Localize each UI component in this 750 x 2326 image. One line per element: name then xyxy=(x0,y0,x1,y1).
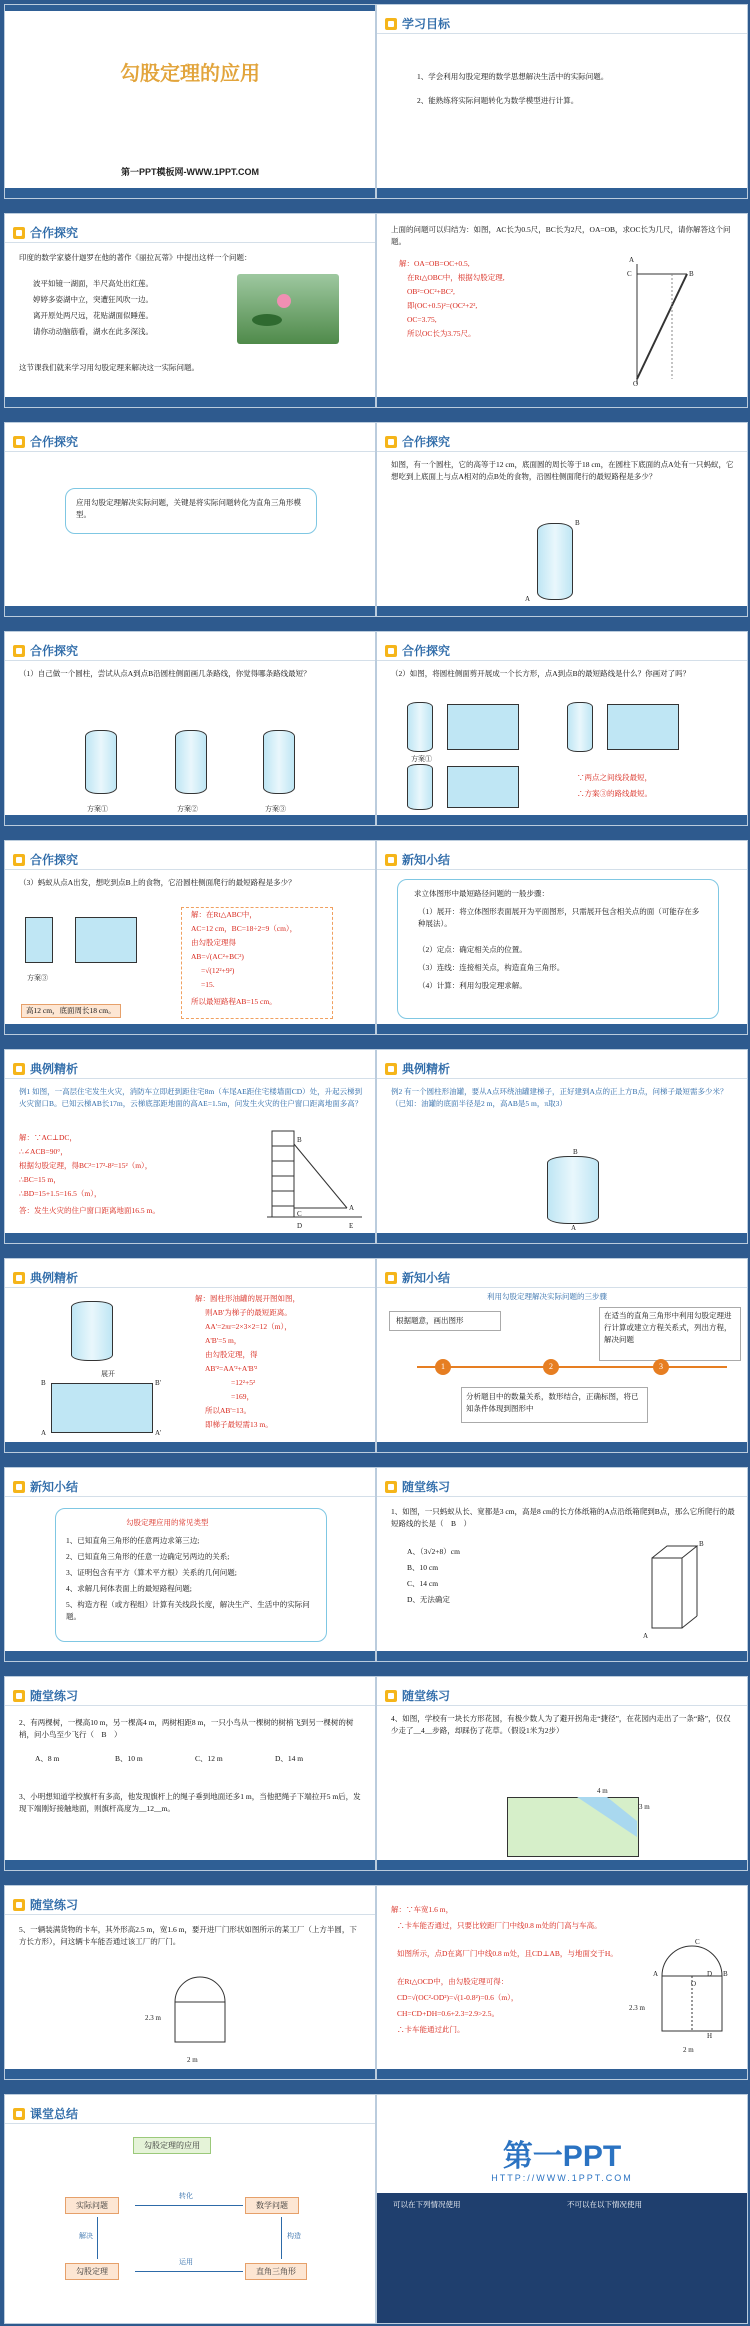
slide-header: 新知小结 xyxy=(402,853,451,867)
header-icon xyxy=(385,645,397,657)
option: C、14 cm xyxy=(407,1579,439,1588)
diagram-label: C xyxy=(695,1938,700,1946)
step-box xyxy=(461,1387,648,1423)
summary-box xyxy=(397,879,719,1019)
node-theorem: 勾股定理 xyxy=(65,2261,119,2280)
slide-explore-6 xyxy=(376,631,748,826)
solution-line: AB=√(AC²+BC²) xyxy=(191,952,244,961)
poem-line: 波平如镜一湖面，半尺高处出红莲。 xyxy=(33,279,153,288)
slide-lesson-summary xyxy=(4,2094,376,2324)
cylinder xyxy=(175,730,207,794)
tank-cylinder xyxy=(547,1156,599,1224)
solution-line: OB²=OC²+BC², xyxy=(407,287,455,296)
box-diagram xyxy=(647,1538,707,1638)
solution-line: OC=3.75, xyxy=(407,315,437,324)
problem-text: （3）蚂蚁从点A出发，想吃到点B上的食物，它沿圆柱侧面爬行的最短路程是多少？ xyxy=(19,878,296,887)
type-item: 5、构造方程（或方程组）计算有关线段长度，解决生产、生活中的实际问题。 xyxy=(66,1600,310,1621)
arrow-label: 运用 xyxy=(179,2258,193,2266)
problem-text: 如图，有一个圆柱，它的高等于12 cm，底面圆的周长等于18 cm，在圆柱下底面的点A处有一只蚂蚁，它想吃到上底面上与点A相对的点B处的食物，沿圆柱侧面爬行的最短路程是多少？ xyxy=(391,460,734,481)
diagram-label: 3 m xyxy=(639,1803,650,1811)
diagram-label: D xyxy=(707,1970,713,1978)
step-number: 3 xyxy=(653,1359,669,1375)
solution-line: ∴BC=15 m， xyxy=(19,1175,61,1184)
tank-cylinder xyxy=(71,1301,113,1361)
solution-line: 即(OC+0.5)²=(OC²+2², xyxy=(407,301,478,310)
objective-1: 1、学会利用勾股定理的数学思想解决生活中的实际问题。 xyxy=(417,72,609,81)
question-text: 1、如图，一只蚂蚁从长、宽都是3 cm，高是8 cm的长方体纸箱的A点沿纸箱爬到B点，那么它所爬行的最短路线的长是（ B ） xyxy=(391,1507,735,1528)
slide-ad xyxy=(376,2094,748,2324)
diagram-label: B xyxy=(723,1970,728,1978)
gate-diagram xyxy=(647,1936,737,2046)
slide-summary-1 xyxy=(376,840,748,1035)
solution-line: 解：圆柱形油罐的展开图如图， xyxy=(195,1294,300,1303)
header-icon xyxy=(13,2108,25,2120)
diagram-label: A xyxy=(349,1204,355,1212)
slide-header: 典例精析 xyxy=(402,1062,451,1076)
solution-line: =15. xyxy=(201,980,215,989)
unfold-label: 展开 xyxy=(101,1370,115,1378)
summary-item: 求立体图形中最短路径问题的一般步骤： xyxy=(414,889,549,898)
outro-text: 这节课我们就来学习用勾股定理来解决这一实际问题。 xyxy=(19,363,199,372)
ad-left: 可以在下列情况使用 xyxy=(393,2200,461,2209)
question-text: 5、一辆装满货物的卡车，其外形高2.5 m，宽1.6 m，要开进厂门形状如图所示的某工厂（上方半圆，下方长方形），问这辆卡车能否通过该工厂的厂门。 xyxy=(19,1925,357,1946)
slide-explore-1 xyxy=(4,213,376,408)
step-text: 分析题目中的数量关系，数形结合，正确标图，将已知条件体现到图形中 xyxy=(466,1392,639,1413)
arrow-label: 构造 xyxy=(287,2232,301,2240)
slide-summary-2 xyxy=(376,1258,748,1453)
cylinder xyxy=(407,702,433,752)
slide-header: 合作探究 xyxy=(402,644,451,658)
header-icon xyxy=(385,1690,397,1702)
unfolded-rect xyxy=(607,704,679,750)
header-icon xyxy=(13,436,25,448)
slide-objectives xyxy=(376,4,748,199)
solution-line: 根据勾股定理，得BC²=17²-8²=15²（m）， xyxy=(19,1161,153,1170)
lotus-image xyxy=(237,274,339,344)
slide-explore-7 xyxy=(4,840,376,1035)
option: D、14 m xyxy=(275,1754,304,1763)
cylinder xyxy=(567,702,593,752)
header-icon xyxy=(385,18,397,30)
solution-line: =12²+5² xyxy=(231,1378,256,1387)
header-icon xyxy=(385,436,397,448)
slide-explore-4 xyxy=(376,422,748,617)
slide-header: 合作探究 xyxy=(402,435,451,449)
solution-line: 在Rt△OCD中，由勾股定理可得： xyxy=(397,1977,509,1986)
diagram-label: 2.3 m xyxy=(145,2014,161,2022)
header-icon xyxy=(13,854,25,866)
diagram-label: O xyxy=(691,1980,697,1988)
slide-practice-4 xyxy=(4,1885,376,2080)
step-number: 1 xyxy=(435,1359,451,1375)
diagram-label: H xyxy=(707,2032,713,2040)
header-icon xyxy=(13,1690,25,1702)
type-item: 4、求解几何体表面上的最短路程问题; xyxy=(66,1584,192,1593)
summary-item: （2）定点：确定相关点的位置。 xyxy=(418,945,527,954)
steps-title: 利用勾股定理解决实际问题的三步骤 xyxy=(487,1292,607,1301)
solution-line: CD=√(OC²-OD²)=√(1-0.8²)=0.6（m）， xyxy=(397,1993,519,2002)
slide-header: 随堂练习 xyxy=(402,1480,451,1494)
slide-header: 新知小结 xyxy=(30,1480,79,1494)
step-text: 在适当的直角三角形中利用勾股定理进行计算或建立方程关系式，列出方程，解决问题 xyxy=(604,1311,732,1344)
brand-url: HTTP://WWW.1PPT.COM xyxy=(491,2173,633,2183)
slide-header: 合作探究 xyxy=(30,853,79,867)
slide-explore-3 xyxy=(4,422,376,617)
solution-line: 如图所示，点D在离厂门中线0.8 m处，且CD⊥AB，与地面交于H。 xyxy=(397,1949,618,1958)
solution-line: =√(12²+9²) xyxy=(201,966,235,975)
diagram-label: A xyxy=(41,1429,47,1437)
type-item: 3、证明包含有平方（算术平方根）关系的几何问题; xyxy=(66,1568,237,1577)
lotus-diagram xyxy=(627,254,707,389)
cylinder xyxy=(537,523,573,600)
solution-line: AC=12 cm，BC=18÷2=9（cm）， xyxy=(191,924,298,933)
diagram-label: A xyxy=(643,1632,649,1640)
slide-explore-2 xyxy=(376,213,748,408)
diagram-label: A xyxy=(629,256,635,264)
header-icon xyxy=(13,1481,25,1493)
solution-line: 所以AB'=13。 xyxy=(205,1406,251,1415)
poem-line: 离开原处两尺远，花贴湖面似睡莲。 xyxy=(33,311,153,320)
summary-box xyxy=(55,1508,327,1642)
key-point-text: 应用勾股定理解决实际问题，关键是将实际问题转化为直角三角形模型。 xyxy=(76,498,301,519)
option: C、12 m xyxy=(195,1754,223,1763)
diagram-label: C xyxy=(627,270,632,278)
arrow-label: 转化 xyxy=(179,2192,193,2200)
header-icon xyxy=(13,1899,25,1911)
diagram-label: 2 m xyxy=(187,2056,198,2064)
slide-summary-3 xyxy=(4,1467,376,1662)
summary-item: （1）展开：将立体图形表面展开为平面图形，只需展开包含相关点的面（可能存在多种展法）。 xyxy=(418,907,700,928)
page-title: 勾股定理的应用 xyxy=(120,63,260,85)
type-item: 1、已知直角三角形的任意两边求第三边; xyxy=(66,1536,200,1545)
slide-header: 合作探究 xyxy=(30,226,79,240)
header-icon xyxy=(385,1063,397,1075)
solution-line: 解：在Rt△ABC中， xyxy=(191,910,257,919)
solution-line: 由勾股定理得 xyxy=(191,938,236,947)
slide-header: 典例精析 xyxy=(30,1062,79,1076)
node-real-problem: 实际问题 xyxy=(65,2195,119,2214)
solution-line: 解：∵AC⊥DC， xyxy=(19,1133,77,1142)
conclusion-1: ∵两点之间线段最短， xyxy=(577,773,652,782)
cylinder xyxy=(263,730,295,794)
slide-header: 学习目标 xyxy=(402,17,451,31)
diagram-label: B xyxy=(699,1540,704,1548)
unfolded-rect xyxy=(51,1383,153,1433)
poem-line: 婷婷多姿湖中立，突遭狂风吹一边。 xyxy=(33,295,153,304)
caption: 方案① xyxy=(87,805,108,813)
header-icon xyxy=(385,1272,397,1284)
slide-header: 合作探究 xyxy=(30,435,79,449)
diagram-label: B' xyxy=(155,1379,161,1387)
step-box xyxy=(389,1311,501,1331)
slide-example-3 xyxy=(4,1258,376,1453)
intro-text: 印度的数学家婆什迦罗在他的著作《丽拉瓦蒂》中提出这样一个问题： xyxy=(19,253,252,262)
caption: 方案① xyxy=(411,755,432,763)
solution-line: ∴卡车能通过此门。 xyxy=(397,2025,465,2034)
slide-header: 随堂练习 xyxy=(402,1689,451,1703)
option: B、10 m xyxy=(115,1754,143,1763)
diagram-label: B xyxy=(41,1379,46,1387)
solution-line: A'B'=5 m， xyxy=(205,1336,242,1345)
ad-right: 不可以在以下情况使用 xyxy=(567,2200,642,2209)
diagram-label: B xyxy=(573,1148,578,1156)
diagram-label: E xyxy=(349,1222,354,1230)
problem-text: （2）如图，将圆柱侧面剪开展成一个长方形，点A到点B的最短路线是什么？你画对了吗？ xyxy=(391,669,691,678)
solution-line: AA'=2πr=2×3×2=12（m）， xyxy=(205,1322,292,1331)
diagram-label: 4 m xyxy=(597,1787,608,1795)
question-text: 3、小明想知道学校旗杆有多高，他发现旗杆上的绳子垂到地面还多1 m，当他把绳子下端拉开5 m后，发现下端刚好接触地面，则旗杆高度为__12__m。 xyxy=(19,1792,361,1813)
problem-text: 上面的问题可以归结为：如图，AC长为0.5尺，BC长为2尺，OA=OB，求OC长为几尺，请你解答这个问题。 xyxy=(391,225,731,246)
slide-header: 随堂练习 xyxy=(30,1898,79,1912)
diagram-label: A' xyxy=(155,1429,162,1437)
summary-item: （3）连线：连接相关点，构造直角三角形。 xyxy=(418,963,565,972)
solution-line: 解：∵车宽1.6 m， xyxy=(391,1905,454,1914)
diagram-label: A xyxy=(653,1970,659,1978)
solution-line: 即梯子最短需13 m。 xyxy=(205,1420,273,1429)
step-number: 2 xyxy=(543,1359,559,1375)
slide-example-2 xyxy=(376,1049,748,1244)
node-math-problem: 数学问题 xyxy=(245,2195,299,2214)
slide-header: 合作探究 xyxy=(30,644,79,658)
caption: 方案② xyxy=(177,805,198,813)
brand-logo: 第一PPT xyxy=(502,2140,622,2173)
unfolded-rect xyxy=(447,766,519,808)
given-note: 高12 cm，底面周长18 cm。 xyxy=(21,1004,121,1018)
slide-practice-2 xyxy=(4,1676,376,1871)
step-text: 根据题意，画出图形 xyxy=(396,1316,464,1325)
solution-line: 所以最短路程AB=15 cm。 xyxy=(191,997,277,1006)
gate-diagram xyxy=(165,1972,235,2052)
option: D、无法确定 xyxy=(407,1595,450,1604)
diagram-label: O xyxy=(633,380,639,388)
diagram-label: 2.3 m xyxy=(629,2004,645,2012)
slide-practice-1 xyxy=(376,1467,748,1662)
objective-2: 2、能熟练将实际问题转化为数学模型进行计算。 xyxy=(417,96,579,105)
node-right-triangle: 直角三角形 xyxy=(245,2261,307,2280)
key-point-box xyxy=(65,488,317,534)
problem-text: （1）自己做一个圆柱，尝试从点A到点B沿圆柱侧面画几条路线，你觉得哪条路线最短？ xyxy=(19,669,311,678)
slide-explore-5 xyxy=(4,631,376,826)
question-text: 2、有两棵树，一棵高10 m，另一棵高4 m，两树相距8 m，一只小鸟从一棵树的树梢飞到另一棵树的树梢，问小鸟至少飞行（ B ） xyxy=(19,1718,354,1739)
solution-line: CH=CD+DH=0.6+2.3=2.9>2.5。 xyxy=(397,2009,500,2018)
solution-line: 解：OA=OB=OC+0.5, xyxy=(399,259,470,268)
diagram-label: A xyxy=(525,595,531,603)
slide-practice-3 xyxy=(376,1676,748,1871)
problem-text: 例2 有一个圆柱形油罐，要从A点环绕油罐建梯子，正好建到A点的正上方B点，问梯子最短需多少米？（已知：油罐的底面半径是2 m，高AB是5 m，π取3） xyxy=(391,1087,728,1108)
caption: 方案③ xyxy=(265,805,286,813)
header-icon xyxy=(385,854,397,866)
header-icon xyxy=(385,1481,397,1493)
box-title: 勾股定理应用的常见类型 xyxy=(126,1518,209,1527)
diagram-label: 2 m xyxy=(683,2046,694,2054)
path-diagram xyxy=(507,1797,637,1855)
solution-line: ∴BD=15+1.5=16.5（m）， xyxy=(19,1189,102,1198)
slide-header: 典例精析 xyxy=(30,1271,79,1285)
slide-practice-5 xyxy=(376,1885,748,2080)
slide-header: 随堂练习 xyxy=(30,1689,79,1703)
slide-header: 新知小结 xyxy=(402,1271,451,1285)
diagram-label: B xyxy=(575,519,580,527)
step-box xyxy=(599,1307,741,1361)
type-item: 2、已知直角三角形的任意一边确定另两边的关系; xyxy=(66,1552,230,1561)
unfolded-rect xyxy=(25,917,53,963)
solution-line: 答：发生火灾的住户窗口距离地面16.5 m。 xyxy=(19,1206,160,1215)
solution-line: 则AB'为梯子的最短距离。 xyxy=(205,1308,292,1317)
slide-title xyxy=(4,4,376,199)
solution-line: 由勾股定理，得 xyxy=(205,1350,258,1359)
summary-item: （4）计算：利用勾股定理求解。 xyxy=(418,981,527,990)
diagram-label: B xyxy=(297,1136,302,1144)
solution-line: 在Rt△OBC中，根据勾股定理, xyxy=(407,273,505,282)
conclusion-2: ∴方案③的路线最短。 xyxy=(577,789,652,798)
solution-line: ∴∠ACB=90°， xyxy=(19,1147,68,1156)
caption: 方案③ xyxy=(27,974,48,982)
option: A、8 m xyxy=(35,1754,60,1763)
slide-header: 课堂总结 xyxy=(30,2107,79,2121)
diagram-label: C xyxy=(297,1210,302,1218)
poem-line: 请你动动脑筋看，湖水在此多深浅。 xyxy=(33,327,153,336)
diagram-label: A xyxy=(571,1224,577,1232)
cylinder xyxy=(407,764,433,810)
header-icon xyxy=(13,227,25,239)
option: B、10 cm xyxy=(407,1563,439,1572)
header-icon xyxy=(13,1063,25,1075)
solution-line: ∴卡车能否通过，只要比较距厂门中线0.8 m处的门高与车高。 xyxy=(397,1921,602,1930)
solution-line: AB'²=AA'²+A'B'² xyxy=(205,1364,258,1373)
option: A、（3√2+8）cm xyxy=(407,1547,460,1556)
unfolded-rect xyxy=(75,917,137,963)
solution-line: =169， xyxy=(231,1392,254,1401)
unfolded-rect xyxy=(447,704,519,750)
header-icon xyxy=(13,645,25,657)
question-text: 4、如图，学校有一块长方形花园，有极少数人为了避开拐角走“捷径”，在花园内走出了一条“路”，仅仅少走了__4__步路，却踩伤了花草。（假设1米为2步） xyxy=(391,1714,731,1735)
cylinder xyxy=(85,730,117,794)
problem-text: 例1 如图，一高层住宅发生火灾，消防车立即赶到距住宅8m（车尾AE距住宅楼墙面CD）处，升起云梯到火灾窗口B。已知云梯AB长17m，云梯底部距地面的高AE=1.5m，问发生火灾的住户窗口距离地面多高？ xyxy=(19,1087,363,1108)
diagram-label: B xyxy=(689,270,694,278)
summary-center: 勾股定理的应用 xyxy=(133,2135,211,2154)
arrow-label: 解决 xyxy=(79,2232,93,2240)
slide-example-1 xyxy=(4,1049,376,1244)
header-icon xyxy=(13,1272,25,1284)
diagram-label: D xyxy=(297,1222,303,1230)
subtitle: 第一PPT模板网-WWW.1PPT.COM xyxy=(121,167,259,177)
solution-line: 所以OC长为3.75尺。 xyxy=(407,329,476,338)
